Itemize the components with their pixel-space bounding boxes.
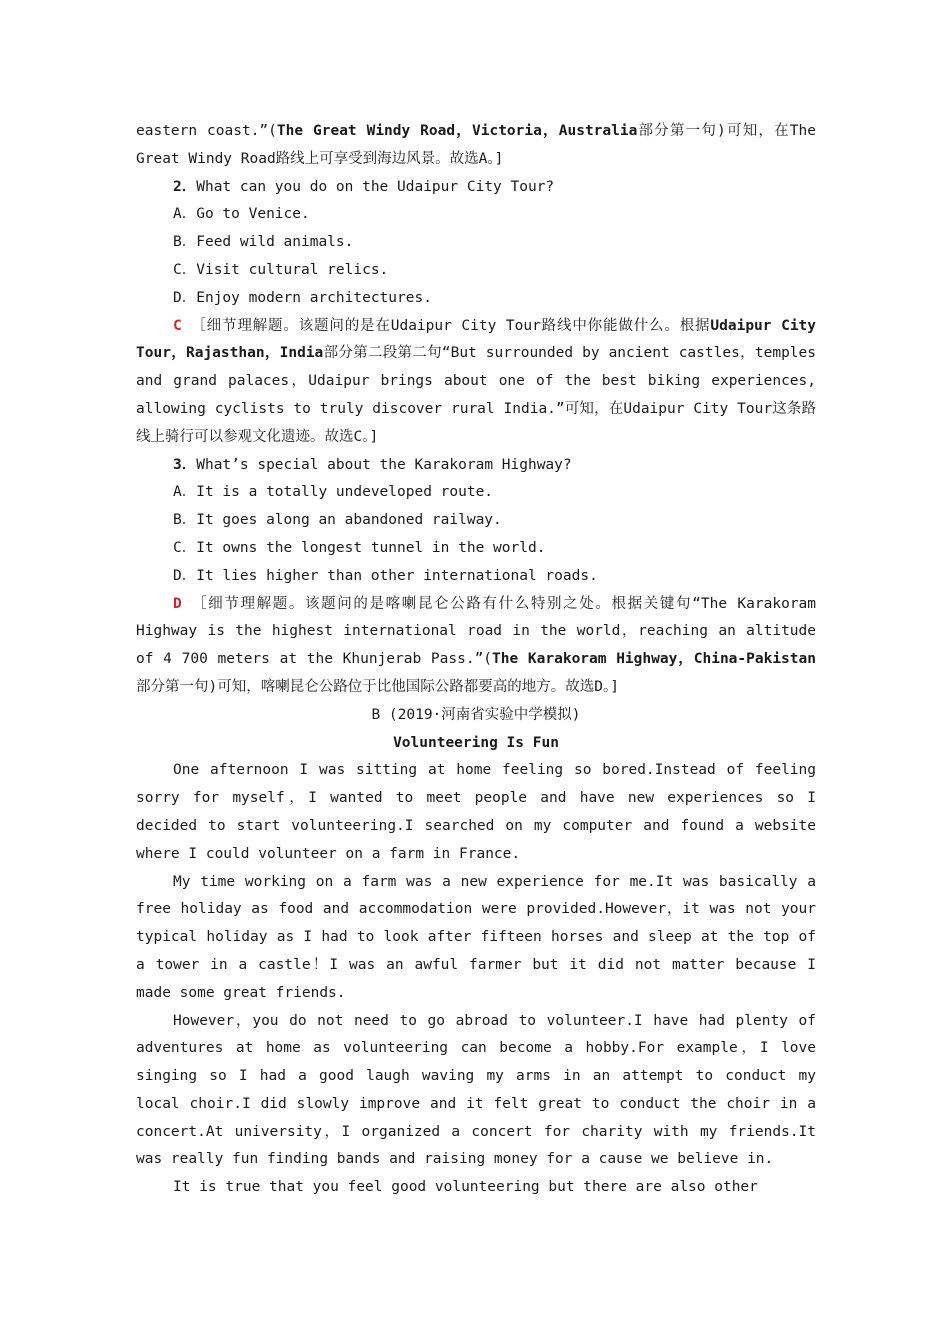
text-span: 部分第一句)可知，在The Great Windy Road路线上可享受到海边风景。故选A。] bbox=[136, 123, 816, 167]
passage-paragraph: However，you do not need to go abroad to volunteer.I have had plenty of adventures at home as volunteering can become a hobby.For example，I love singing so I had a good laugh waving my arms in an attempt to conduct my local choir.I did slowly improve and it felt great to conduct the choir in a concert.At university，I organized a concert for charity with my friends.It was really fun finding bands and raising money for a cause we believe in. bbox=[136, 1012, 816, 1168]
option-b: B．Feed wild animals. bbox=[173, 234, 354, 251]
option-c: C．Visit cultural relics. bbox=[173, 261, 389, 278]
option-b: B．It goes along an abandoned railway. bbox=[173, 512, 502, 529]
passage-paragraph: One afternoon I was sitting at home feeling so bored.Instead of feeling sorry for myself，I wanted to meet people and have new experiences so I decided to start volunteering.I searched on my computer and found a website where I could volunteer on a farm in France. bbox=[136, 762, 816, 862]
passage-title: Volunteering Is Fun bbox=[393, 734, 559, 751]
source-reference: The Great Windy Road，Victoria，Australia bbox=[276, 123, 638, 139]
document-page bbox=[136, 118, 816, 1202]
source-reference: The Karakoram Highway，China-Pakistan bbox=[492, 651, 816, 668]
question-number: 2． bbox=[173, 178, 197, 195]
answer-letter: C bbox=[173, 317, 182, 334]
question-number: 3． bbox=[173, 456, 197, 473]
passage-paragraph: It is true that you feel good volunteering but there are also other bbox=[173, 1179, 758, 1196]
text-span: eastern coast.”( bbox=[136, 123, 277, 139]
question-stem: What can you do on the Udaipur City Tour? bbox=[196, 178, 555, 195]
text-span: 部分第一句)可知，喀喇昆仑公路位于比他国际公路都要高的地方。故选D。] bbox=[136, 678, 619, 695]
answer-letter: D bbox=[173, 595, 182, 612]
text-span: 部分第二段第二句“But surrounded by ancient castles，temples and grand palaces，Udaipur brings about one of the best biking experiences, allowing cyclists to truly discover rural India.”可知，在Udaipur City Tour这条路线上骑行可以参观文化遗迹。故选C。] bbox=[136, 345, 816, 445]
option-d: D．Enjoy modern architectures. bbox=[173, 289, 432, 306]
option-d: D．It lies higher than other international roads. bbox=[173, 567, 598, 584]
passage-paragraph: My time working on a farm was a new experience for me.It was basically a free holiday as food and accommodation were provided.However，it was not your typical holiday as I had to look after fifteen horses and sleep at the top of a tower in a castle！I was an awful farmer but it did not matter because I made some great friends. bbox=[136, 873, 816, 1001]
explanation-q2 bbox=[136, 313, 816, 452]
option-a: A．It is a totally undeveloped route. bbox=[173, 484, 494, 501]
section-header: B (2019·河南省实验中学模拟) bbox=[371, 706, 581, 723]
explanation-q3 bbox=[136, 591, 816, 702]
question-2 bbox=[136, 174, 816, 202]
explanation-q1-tail bbox=[136, 118, 816, 174]
text-span: ［细节理解题。该题问的是喀喇昆仑公路有什么特别之处。根据关键句“The Karakoram Highway is the highest international road in the world，reaching an altitude of 4 700 meters at the Khunjerab Pass.”( bbox=[136, 595, 817, 668]
option-c: C．It owns the longest tunnel in the world. bbox=[173, 539, 546, 556]
text-span: ［细节理解题。该题问的是在Udaipur City Tour路线中你能做什么。根据 bbox=[191, 317, 711, 334]
source-reference: Udaipur City Tour，Rajasthan，India bbox=[136, 317, 817, 362]
question-3 bbox=[136, 452, 816, 480]
question-stem: What’s special about the Karakoram Highway? bbox=[196, 456, 572, 473]
option-a: A．Go to Venice. bbox=[173, 206, 310, 223]
